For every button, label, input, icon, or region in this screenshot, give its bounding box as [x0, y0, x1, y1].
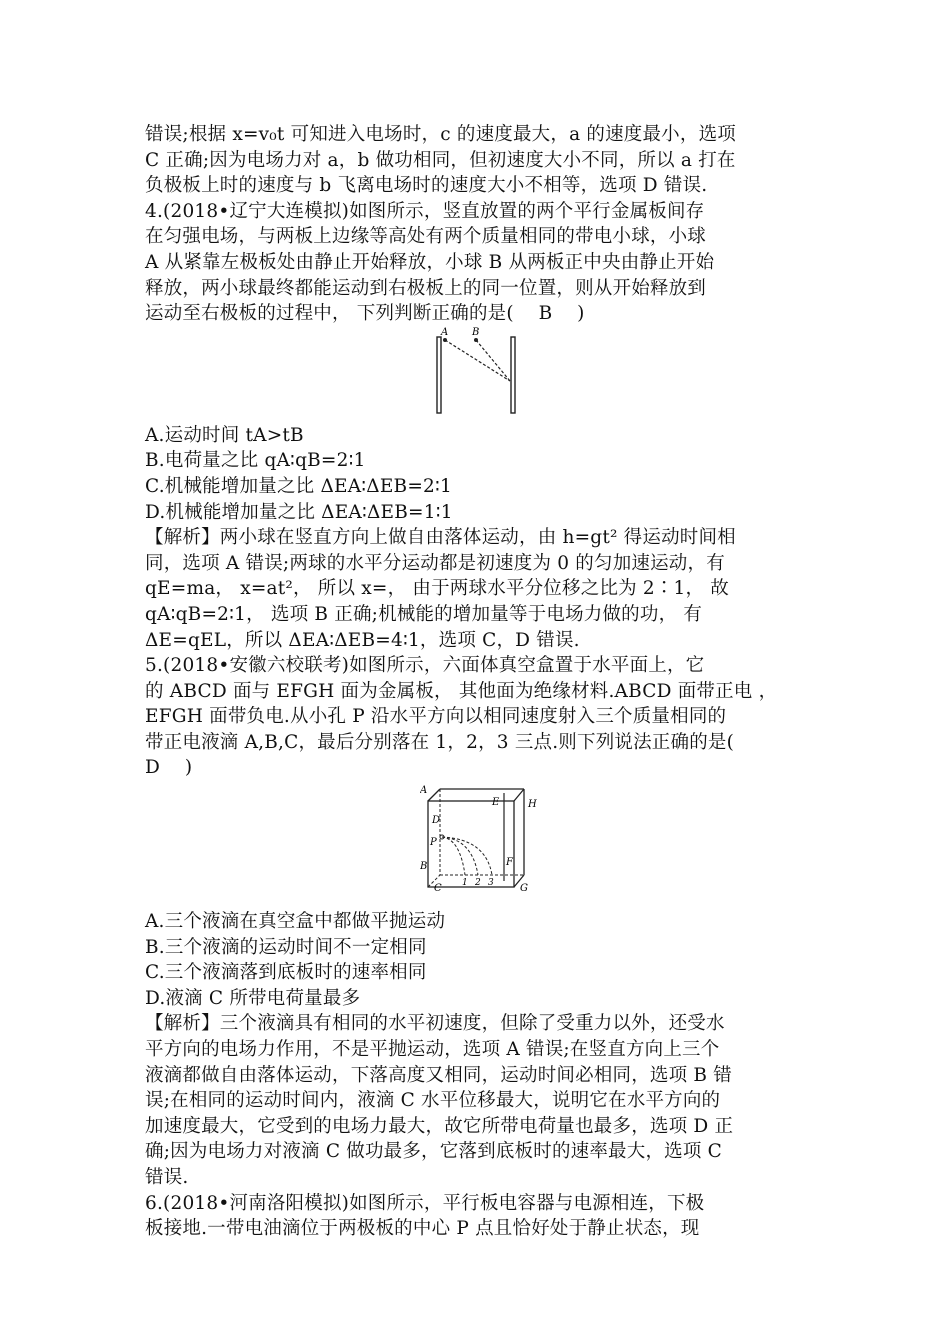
- text-line: EFGH 面带负电.从小孔 P 沿水平方向以相同速度射入三个质量相同的: [145, 706, 727, 728]
- analysis-line: 确;因为电场力对液滴 C 做功最多，它落到底板时的速率最大，选项 C: [145, 1141, 722, 1163]
- text-block-1: [145, 122, 805, 327]
- label-F: F: [506, 857, 513, 869]
- text-line: 的 ABCD 面与 EFGH 面为金属板， 其他面为绝缘材料.ABCD 面带正电 ，: [145, 680, 778, 702]
- hexahedron-diagram: [420, 785, 545, 897]
- option-c: C.三个液滴落到底板时的速率相同: [145, 962, 427, 984]
- question-5-line: 5.(2018•安徽六校联考)如图所示，六面体真空盒置于水平面上，它: [145, 655, 705, 677]
- option-d: D.机械能增加量之比 ΔEA∶ΔEB=1∶1: [145, 501, 453, 523]
- option-b: B.三个液滴的运动时间不一定相同: [145, 936, 427, 958]
- label-E: E: [492, 797, 500, 809]
- text-block-2: [145, 423, 805, 781]
- text-line: 负极板上时的速度与 b 飞离电场时的速度大小不相等，选项 D 错误.: [145, 175, 708, 197]
- question-6-line: 6.(2018•河南洛阳模拟)如图所示，平行板电容器与电源相连，下极: [145, 1192, 705, 1214]
- option-a: A.三个液滴在真空盒中都做平抛运动: [145, 911, 446, 933]
- document-page: [145, 122, 805, 1242]
- text-line: 板接地.一带电油滴位于两极板的中心 P 点且恰好处于静止状态，现: [145, 1218, 700, 1240]
- option-d: D.液滴 C 所带电荷量最多: [145, 987, 361, 1009]
- analysis-line: qE=ma， x=at²， 所以 x=， 由于两球水平分位移之比为 2∶1， 故: [145, 578, 729, 600]
- label-1: 1: [462, 878, 468, 889]
- text-line: 带正电液滴 A,B,C，最后分别落在 1，2，3 三点.则下列说法正确的是(: [145, 731, 735, 753]
- label-G: G: [520, 883, 528, 895]
- right-plate: [511, 337, 515, 413]
- label-D: D: [432, 815, 441, 827]
- text-line: C 正确;因为电场力对 a，b 做功相同，但初速度大小不同，所以 a 打在: [145, 149, 736, 171]
- text-line: D ): [145, 757, 193, 779]
- figure-hexahedron-box: [420, 785, 805, 897]
- text-line: 释放，两小球最终都能运动到右极板上的同一位置，则从开始释放到: [145, 277, 707, 299]
- label-P: P: [430, 837, 437, 849]
- label-a: A: [441, 326, 449, 338]
- label-3: 3: [488, 878, 494, 889]
- figure-parallel-plates: [433, 327, 805, 423]
- analysis-line: 同，选项 A 错误;两球的水平分运动都是初速度为 0 的匀加速运动，有: [145, 552, 725, 574]
- label-H: H: [528, 799, 537, 811]
- analysis-line: 加速度最大，它受到的电场力最大，故它所带电荷量也最多，选项 D 正: [145, 1115, 734, 1137]
- question-4-line: 4.(2018•辽宁大连模拟)如图所示，竖直放置的两个平行金属板间存: [145, 200, 705, 222]
- text-line: A 从紧靠左极板处由静止开始释放，小球 B 从两板正中央由静止开始: [145, 251, 715, 273]
- analysis-line: ΔE=qEL，所以 ΔEA∶ΔEB=4∶1，选项 C，D 错误.: [145, 629, 580, 651]
- label-2: 2: [475, 878, 481, 889]
- analysis-line: 【解析】三个液滴具有相同的水平初速度，但除了受重力以外，还受水: [145, 1013, 725, 1035]
- analysis-line: 液滴都做自由落体运动，下落高度又相同，运动时间必相同，选项 B 错: [145, 1064, 732, 1086]
- label-b: B: [472, 326, 480, 338]
- path-a: [445, 340, 510, 381]
- option-b: B.电荷量之比 qA∶qB=2∶1: [145, 450, 366, 472]
- option-a: A.运动时间 tA>tB: [145, 424, 304, 446]
- text-line: 在匀强电场，与两板上边缘等高处有两个质量相同的带电小球，小球: [145, 226, 707, 248]
- label-C: C: [434, 883, 442, 895]
- text-line: 错误;根据 x=v₀t 可知进入电场时，c 的速度最大，a 的速度最小，选项: [145, 124, 736, 145]
- parallel-plates-diagram: [433, 327, 523, 423]
- path-b: [476, 340, 510, 381]
- option-c: C.机械能增加量之比 ΔEA∶ΔEB=2∶1: [145, 475, 453, 497]
- analysis-line: 错误.: [145, 1167, 189, 1188]
- analysis-line: 误;在相同的运动时间内，液滴 C 水平位移最大，说明它在水平方向的: [145, 1090, 721, 1112]
- analysis-line: 平方向的电场力作用，不是平抛运动，选项 A 错误;在竖直方向上三个: [145, 1039, 720, 1061]
- left-plate: [437, 337, 441, 413]
- analysis-line: qA∶qB=2∶1， 选项 B 正确;机械能的增加量等于电场力做的功， 有: [145, 603, 703, 625]
- analysis-line: 【解析】两小球在竖直方向上做自由落体运动，由 h=gt² 得运动时间相: [145, 527, 736, 549]
- text-block-3: [145, 909, 805, 1242]
- text-line: 运动至右极板的过程中， 下列判断正确的是( B ): [145, 303, 585, 325]
- label-A: A: [420, 785, 428, 797]
- label-B: B: [420, 861, 428, 873]
